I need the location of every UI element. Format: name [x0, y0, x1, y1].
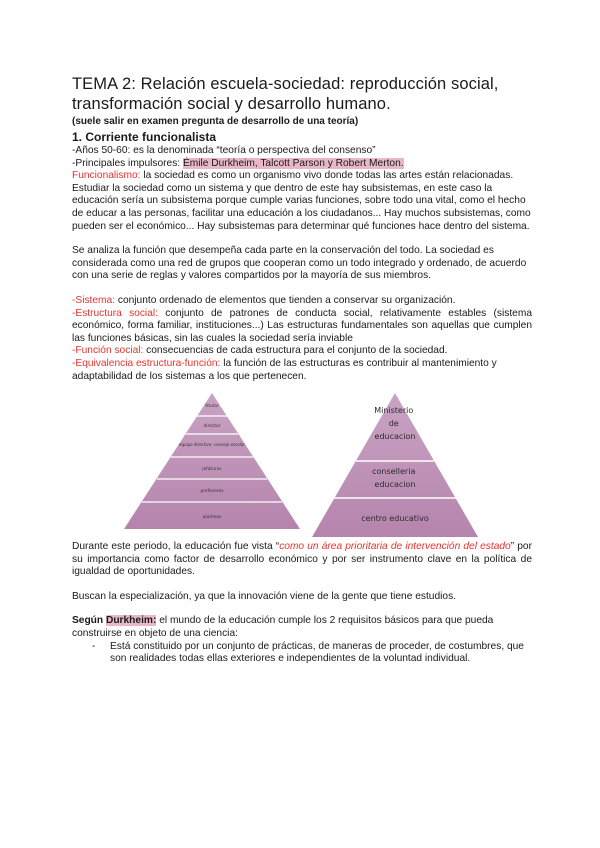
- period-paragraph: [72, 541, 532, 579]
- impulsores-label: -Principales impulsores:: [72, 157, 183, 169]
- impulsores-names: Émile Durkheim, Talcott Parson y Robert Merton.: [182, 157, 404, 169]
- definition-item: [72, 295, 532, 308]
- definition-item: [72, 308, 532, 346]
- pyramid-level-label: director: [203, 424, 221, 430]
- document-page: [72, 74, 532, 666]
- definition-item: [72, 345, 532, 358]
- definition-text: conjunto ordenado de elementos que tienden a conservar su organización.: [115, 294, 456, 306]
- pyramid-level-label: alumnos: [202, 515, 222, 521]
- impulsores-line: [72, 158, 532, 171]
- period-text-before: Durante este periodo, la educación fue vista “: [72, 541, 280, 553]
- funcionalismo-paragraph: [72, 170, 532, 233]
- pyramid-level-label: titular: [205, 404, 219, 410]
- pyramid-level-line: de: [388, 419, 399, 429]
- definition-text: conjunto de patrones de conducta social, relativamente estables (sistema económico, forma familiar, instituciones...) Las estructuras fundamentales son aquellas que cumplen las funciones básicas, sin las cuales la sociedad sería inviable: [72, 307, 532, 344]
- durkheim-text: el mundo de la educación cumple los 2 requisitos básicos para que pueda construirse en objeto de una ciencia:: [72, 615, 494, 640]
- list-item: [72, 641, 532, 666]
- pyramid-level-line: Ministerio: [374, 406, 414, 416]
- pyramid-level-line: educacion: [374, 480, 416, 490]
- durkheim-name: Durkheim:: [105, 615, 157, 627]
- analysis-paragraph: Se analiza la función que desempeña cada parte en la conservación del todo. La sociedad es considerada como una red de grupos que cooperan como un todo integrado y ordenado, de acuerdo con una serie de reglas y valores compartidos por la mayoría de sus miembros.: [72, 245, 527, 282]
- funcionalismo-text: la sociedad es como un organismo vivo donde todas las artes están relacionadas. Estudiar la sociedad como un sistema y que dentro de este hay subsistemas, en este caso la educación sería un subsistema porque cumple varias funciones, sobre todo una vital, como el hecho de educar a las personas, facilitar una educación a los ciudadanos... Hay muchos subsistemas, como pueden ser el económico... Hay subsistemas para determinar qué funciones hace dentro del sistema.: [72, 170, 531, 232]
- definition-text: consecuencias de cada estructura para el conjunto de la sociedad.: [143, 345, 448, 357]
- definition-term: -Equivalencia estructura-función:: [72, 357, 221, 369]
- section-heading: 1. Corriente funcionalista: [72, 130, 217, 144]
- pyramid-level-label: profesores: [200, 489, 224, 495]
- durkheim-label: Según: [72, 615, 106, 627]
- funcionalismo-term: Funcionalismo:: [72, 170, 141, 182]
- list-item-text: Está constituido por un conjunto de prácticas, de maneras de proceder, de costumbres, que son realidades todas ellas exteriores e independientes de la voluntad individual.: [110, 640, 524, 665]
- pyramid-shape: [124, 393, 300, 529]
- pyramid-level-line: conselleria: [372, 467, 416, 477]
- pyramid-level-label: centro educativo: [361, 514, 429, 524]
- pyramid-level-label: equipo directivo- consejo escolar: [178, 442, 246, 448]
- years-line: -Años 50-60: es la denominada “teoría o perspectiva del consenso”: [72, 145, 376, 156]
- definition-item: [72, 358, 532, 383]
- specialization-paragraph: Buscan la especialización, ya que la innovación viene de la gente que tiene estudios.: [72, 590, 456, 602]
- definition-term: -Sistema:: [72, 294, 116, 306]
- pyramids-figure: [72, 391, 532, 541]
- definition-text: la función de las estructuras es contribuir al mantenimiento y adaptabilidad de los sistemas a los que pertenecen.: [72, 357, 497, 382]
- definitions-list: [72, 295, 532, 383]
- definition-term: -Función social:: [72, 345, 144, 357]
- durkheim-bullets: [72, 641, 532, 666]
- pyramid-level-label: jefaturas: [202, 467, 222, 473]
- dash-bullet: -: [92, 640, 96, 652]
- administration-pyramid: [310, 391, 480, 539]
- exam-note: (suele salir en examen pregunta de desarrollo de una teoría): [72, 116, 359, 127]
- period-text-after: ” por su importancia como factor de desarrollo económico y por ser instrumento clave en la política de igualdad de oportunidades.: [72, 541, 532, 578]
- school-hierarchy-pyramid: [122, 391, 302, 531]
- definition-term: -Estructura social:: [72, 307, 158, 319]
- period-quote: como un área prioritaria de intervención del estado: [279, 541, 511, 553]
- page-title: TEMA 2: Relación escuela-sociedad: reproducción social, transformación social y desarrollo humano.: [72, 75, 499, 113]
- pyramid-level-line: educacion: [374, 432, 416, 442]
- durkheim-paragraph: [72, 615, 532, 640]
